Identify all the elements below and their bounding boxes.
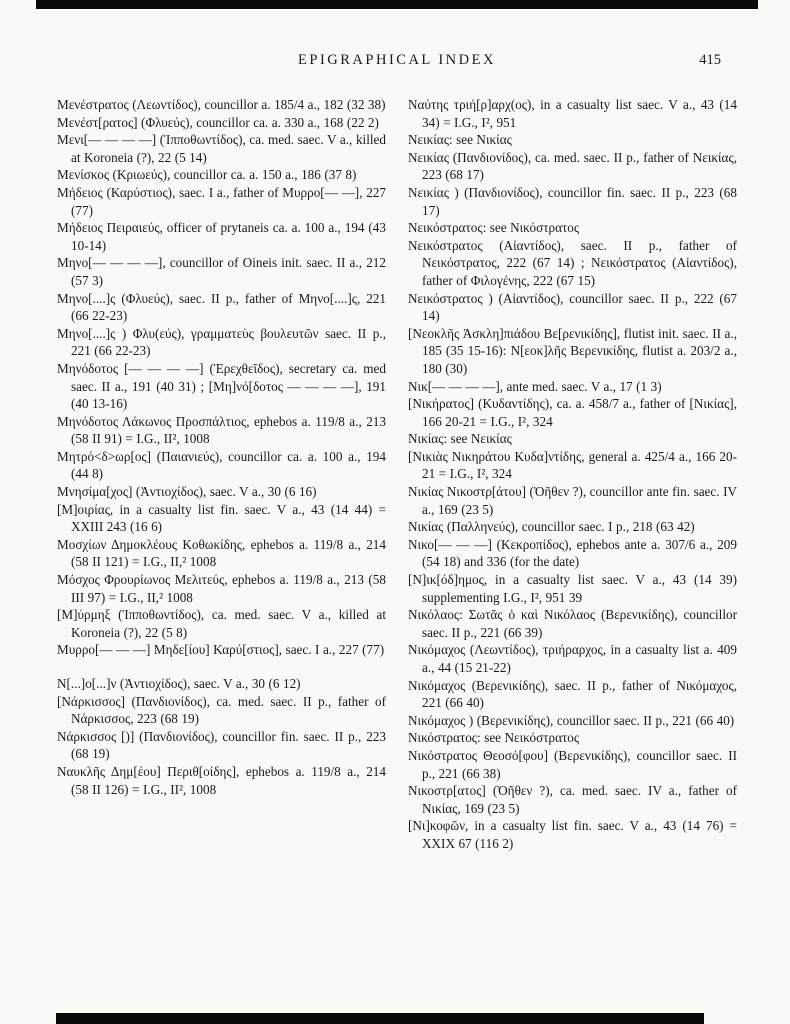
index-entry: [Νι]κοφῶν, in a casualty list fin. saec. V a., 43 (14 76) = XXIX 67 (116 2)	[408, 818, 737, 851]
index-entry: Ν[...]ο[...]ν (Ἀντιοχίδος), saec. V a., 30 (6 12)	[57, 676, 301, 691]
page-header	[57, 52, 737, 74]
index-entry: Νικόστρατος Θεοσό[φου] (Βερενικίδης), councillor saec. II p., 221 (66 38)	[408, 747, 737, 781]
index-entry: Μυρρο[— — —] Μηδε[ίου] Καρύ[στιος], saec. I a., 227 (77)	[57, 642, 385, 658]
index-entry: Μενι[— — — —] (Ἱπποθωντίδος), ca. med. saec. V a., killed at Koroneia (?), 22 (5 14)	[57, 132, 386, 165]
left-column	[57, 96, 386, 853]
index-entry: Νικόστρατος: see Νεικόστρατος	[408, 730, 580, 746]
index-entry: Μοσχίων Δημοκλέους Κοθωκίδης, ephebos a. 119/8 a., 214 (58 II 121) = I.G., II,² 1008	[57, 536, 386, 570]
index-entry: [Νικιὰς Νικηράτου Κυδα]ντίδης, general a. 425/4 a., 166 20-21 = I.G., I², 324	[408, 448, 737, 482]
index-entry: [Ν]ικ[όδ]ημος, in a casualty list saec. V a., 43 (14 39) supplementing I.G., I², 951 39	[408, 572, 737, 605]
index-entry: Νεικόστρατος (Αἰαντίδος), saec. II p., father of Νεικόστρατος, 222 (67 14) ; Νεικόστρατος (Αἰαντίδος), father of Φιλογένης, 222 (67 15)	[408, 237, 737, 288]
index-entry: Νικο[— — —] (Κεκροπίδος), ephebos ante a. 307/6 a., 209 (54 18) and 336 (for the date)	[408, 536, 737, 570]
right-column	[408, 96, 737, 853]
scan-artifact-top	[36, 0, 758, 9]
index-entry: Μηνόδοτος Λάκωνος Προσπάλτιος, ephebos a. 119/8 a., 213 (58 II 91) = I.G., II², 1008	[57, 413, 386, 447]
index-entry: Μηνο[....]ς ) Φλυ(εύς), γραμματεὺς βουλευτῶν saec. II p., 221 (66 22-23)	[57, 325, 386, 359]
index-entry: Μηνο[— — — —], councillor of Oineis init. saec. II a., 212 (57 3)	[57, 255, 386, 288]
index-entry: Νάρκισσος [)] (Πανδιονίδος), councillor fin. saec. II p., 223 (68 19)	[57, 728, 386, 762]
index-entry: Μήδειος Πειραιεύς, officer of prytaneis ca. a. 100 a., 194 (43 10-14)	[57, 220, 386, 253]
index-entry: Μνησίμα[χος] (Ἀντιοχίδος), saec. V a., 30 (6 16)	[57, 484, 317, 500]
index-entry: Μηνο[....]ς (Φλυεύς), saec. II p., father of Μηνο[....]ς, 221 (66 22-23)	[57, 290, 386, 324]
index-entry: Νικίας: see Νεικίας	[408, 431, 512, 447]
index-entry: [Μ]οιρίας, in a casualty list fin. saec. V a., 43 (14 44) = XXIII 243 (16 6)	[57, 501, 386, 535]
index-entry: Νεικόστρατος: see Νικόστρατος	[408, 220, 580, 236]
scan-artifact-bottom	[56, 1013, 704, 1024]
index-entry: [Νικήρατος] (Κυδαντίδης), ca. a. 458/7 a., father of [Νικίας], 166 20-21 = I.G., I², 324	[408, 396, 737, 429]
index-entry: Μενίσκος (Κριωεύς), councillor ca. a. 150 a., 186 (37 8)	[57, 167, 357, 183]
index-columns	[57, 96, 737, 853]
index-entry: [Νάρκισσος] (Πανδιονίδος), ca. med. saec. II p., father of Νάρκισσος, 223 (68 19)	[57, 693, 386, 727]
index-entry: Μόσχος Φρουρίωνος Μελιτεύς, ephebos a. 119/8 a., 213 (58 III 97) = I.G., II,² 1008	[57, 572, 386, 605]
index-entry: Νικόμαχος ) (Βερενικίδης), councillor saec. II p., 221 (66 40)	[408, 712, 735, 728]
index-entry: Νικόλαος: Σωτᾶς ὁ καὶ Νικόλαος (Βερενικίδης), councillor saec. II p., 221 (66 39)	[408, 607, 737, 640]
index-entry: Νικόμαχος (Λεωντίδος), τριήραρχος, in a casualty list a. 409 a., 44 (15 21-22)	[408, 642, 737, 675]
index-entry: Νικοστρ[ατος] (Ὀῆθεν ?), ca. med. saec. IV a., father of Νικίας, 169 (23 5)	[408, 783, 737, 816]
index-entry: Νικ[— — — —], ante med. saec. V a., 17 (1 3)	[408, 378, 662, 394]
index-entry: Νικίας Νικοστρ[άτου] (Ὀῆθεν ?), councillor ante fin. saec. IV a., 169 (23 5)	[408, 484, 737, 517]
index-entry: [Νεοκλῆς Ἀσκλη]πιάδου Βε[ρενικίδης], flutist init. saec. II a., 185 (35 15-16): Ν[εοκ]λῆς Βερενικίδης, flutist a. 203/2 a., 180 (30)	[408, 325, 737, 376]
index-entry: Μενέστρατος (Λεωντίδος), councillor a. 185/4 a., 182 (32 38)	[57, 97, 386, 112]
index-entry: Νεικίας (Πανδιονίδος), ca. med. saec. II p., father of Νεικίας, 223 (68 17)	[408, 149, 737, 183]
index-entry: Μηνόδοτος [— — — —] (Ἐρεχθεῖδος), secretary ca. med saec. II a., 191 (40 31) ; [Μη]νό[δοτος — — — —], 191 (40 13-16)	[57, 360, 386, 412]
index-entry: Μήδειος (Καρύστιος), saec. I a., father of Μυρρο[— —], 227 (77)	[57, 184, 386, 218]
index-entry: [Μ]ύρμηξ (Ἱπποθωντίδος), ca. med. saec. V a., killed at Koroneia (?), 22 (5 8)	[57, 607, 386, 640]
page-number: 415	[699, 52, 721, 68]
index-entry: Ναυκλῆς Δημ[έου] Περιθ[οίδης], ephebos a. 119/8 a., 214 (58 II 126) = I.G., II², 1008	[57, 763, 386, 797]
index-entry: Νικόμαχος (Βερενικίδης), saec. II p., father of Νικόμαχος, 221 (66 40)	[408, 677, 737, 711]
index-entry: Νεικίας: see Νικίας	[408, 132, 512, 148]
index-entry: Μητρό<δ>ωρ[ος] (Παιανιεύς), councillor ca. a. 100 a., 194 (44 8)	[57, 448, 386, 482]
page-title: EPIGRAPHICAL INDEX	[298, 52, 496, 68]
index-entry: Νεικόστρατος ) (Αἰαντίδος), councillor saec. II p., 222 (67 14)	[408, 290, 737, 324]
index-entry: Μενέστ[ρατος] (Φλυεύς), councillor ca. a. 330 a., 168 (22 2)	[57, 114, 379, 130]
index-entry: Νεικίας ) (Πανδιονίδος), councillor fin. saec. II p., 223 (68 17)	[408, 184, 737, 218]
index-entry: Ναύτης τριή[ρ]αρχ(ος), in a casualty list saec. V a., 43 (14 34) = I.G., I², 951	[408, 97, 737, 130]
index-entry: Νικίας (Παλληνεύς), councillor saec. I p., 218 (63 42)	[408, 519, 695, 535]
